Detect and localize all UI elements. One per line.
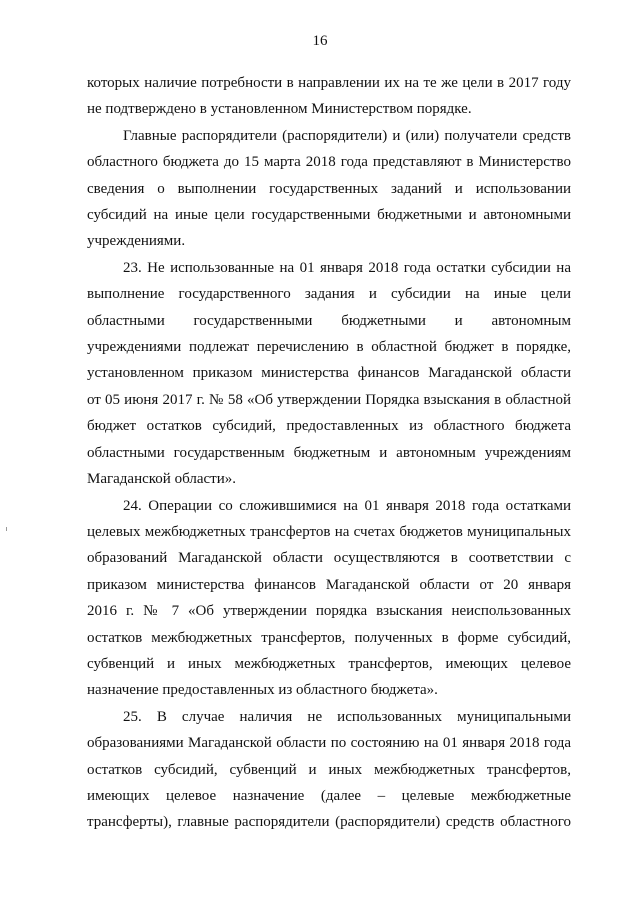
text-line: установленном приказом министерства финансов Магаданской области: [87, 365, 571, 382]
paragraph-main-administrators: [87, 123, 571, 255]
paragraph-item-24: [87, 493, 571, 704]
text-line: Магаданской области».: [87, 471, 236, 488]
paragraph-item-25: [87, 704, 571, 836]
paragraph-continuation: [87, 70, 571, 123]
text-line: субвенций и иных межбюджетных трансфертов, имеющих целевое: [87, 655, 571, 672]
text-line: субсидий на иные цели государственными бюджетными и автономными: [87, 207, 571, 224]
text-line: не подтверждено в установленном Министерством порядке.: [87, 101, 472, 118]
text-line: областного бюджета до 15 марта 2018 года представляют в Министерство: [87, 154, 571, 171]
text-line: образований Магаданской области осуществляются в соответствии с: [87, 550, 571, 567]
text-line: назначение предоставленных из областного бюджета».: [87, 682, 438, 699]
text-line: трансферты), главные распорядители (распорядители) средств областного: [87, 814, 571, 831]
text-line: областными государственным бюджетным и автономным учреждениям: [87, 444, 571, 461]
text-line: образованиями Магаданской области по состоянию на 01 января 2018 года: [87, 735, 571, 752]
text-line: 24. Операции со сложившимися на 01 января 2018 года остатками: [123, 497, 571, 514]
text-line: бюджет остатков субсидий, предоставленных из областного бюджета: [87, 418, 571, 435]
scan-margin-mark: [6, 527, 7, 531]
text-line: учреждениями.: [87, 233, 186, 250]
text-line: имеющих целевое назначение (далее – целевые межбюджетные: [87, 787, 571, 804]
text-line: сведения о выполнении государственных заданий и использовании: [87, 180, 571, 197]
text-line: целевых межбюджетных трансфертов на счетах бюджетов муниципальных: [87, 523, 571, 540]
text-line: Главные распорядители (распорядители) и (или) получатели средств: [123, 127, 571, 144]
text-line: 23. Не использованные на 01 января 2018 года остатки субсидии на: [123, 259, 571, 276]
text-line: остатков субсидий, субвенций и иных межбюджетных трансфертов,: [87, 761, 571, 778]
text-line: которых наличие потребности в направлении их на те же цели в 2017 году: [87, 75, 571, 91]
page-number: 16: [312, 33, 328, 49]
text-line: от 05 июня 2017 г. № 58 «Об утверждении Порядка взыскания в областной: [87, 391, 571, 408]
paragraph-item-23: [87, 255, 571, 493]
text-line: приказом министерства финансов Магаданской области от 20 января: [87, 576, 571, 593]
document-body: [87, 70, 571, 836]
text-line: выполнение государственного задания и субсидии на иные цели: [87, 286, 571, 303]
text-line: областными государственными бюджетными и автономным: [87, 312, 571, 329]
text-line: учреждениями подлежат перечислению в областной бюджет в порядке,: [87, 339, 571, 356]
text-line: остатков межбюджетных трансфертов, полученных в форме субсидий,: [87, 629, 571, 646]
text-line: 2016 г. № 7 «Об утверждении порядка взыскания неиспользованных: [87, 603, 571, 620]
text-line: 25. В случае наличия не использованных муниципальными: [123, 708, 571, 725]
